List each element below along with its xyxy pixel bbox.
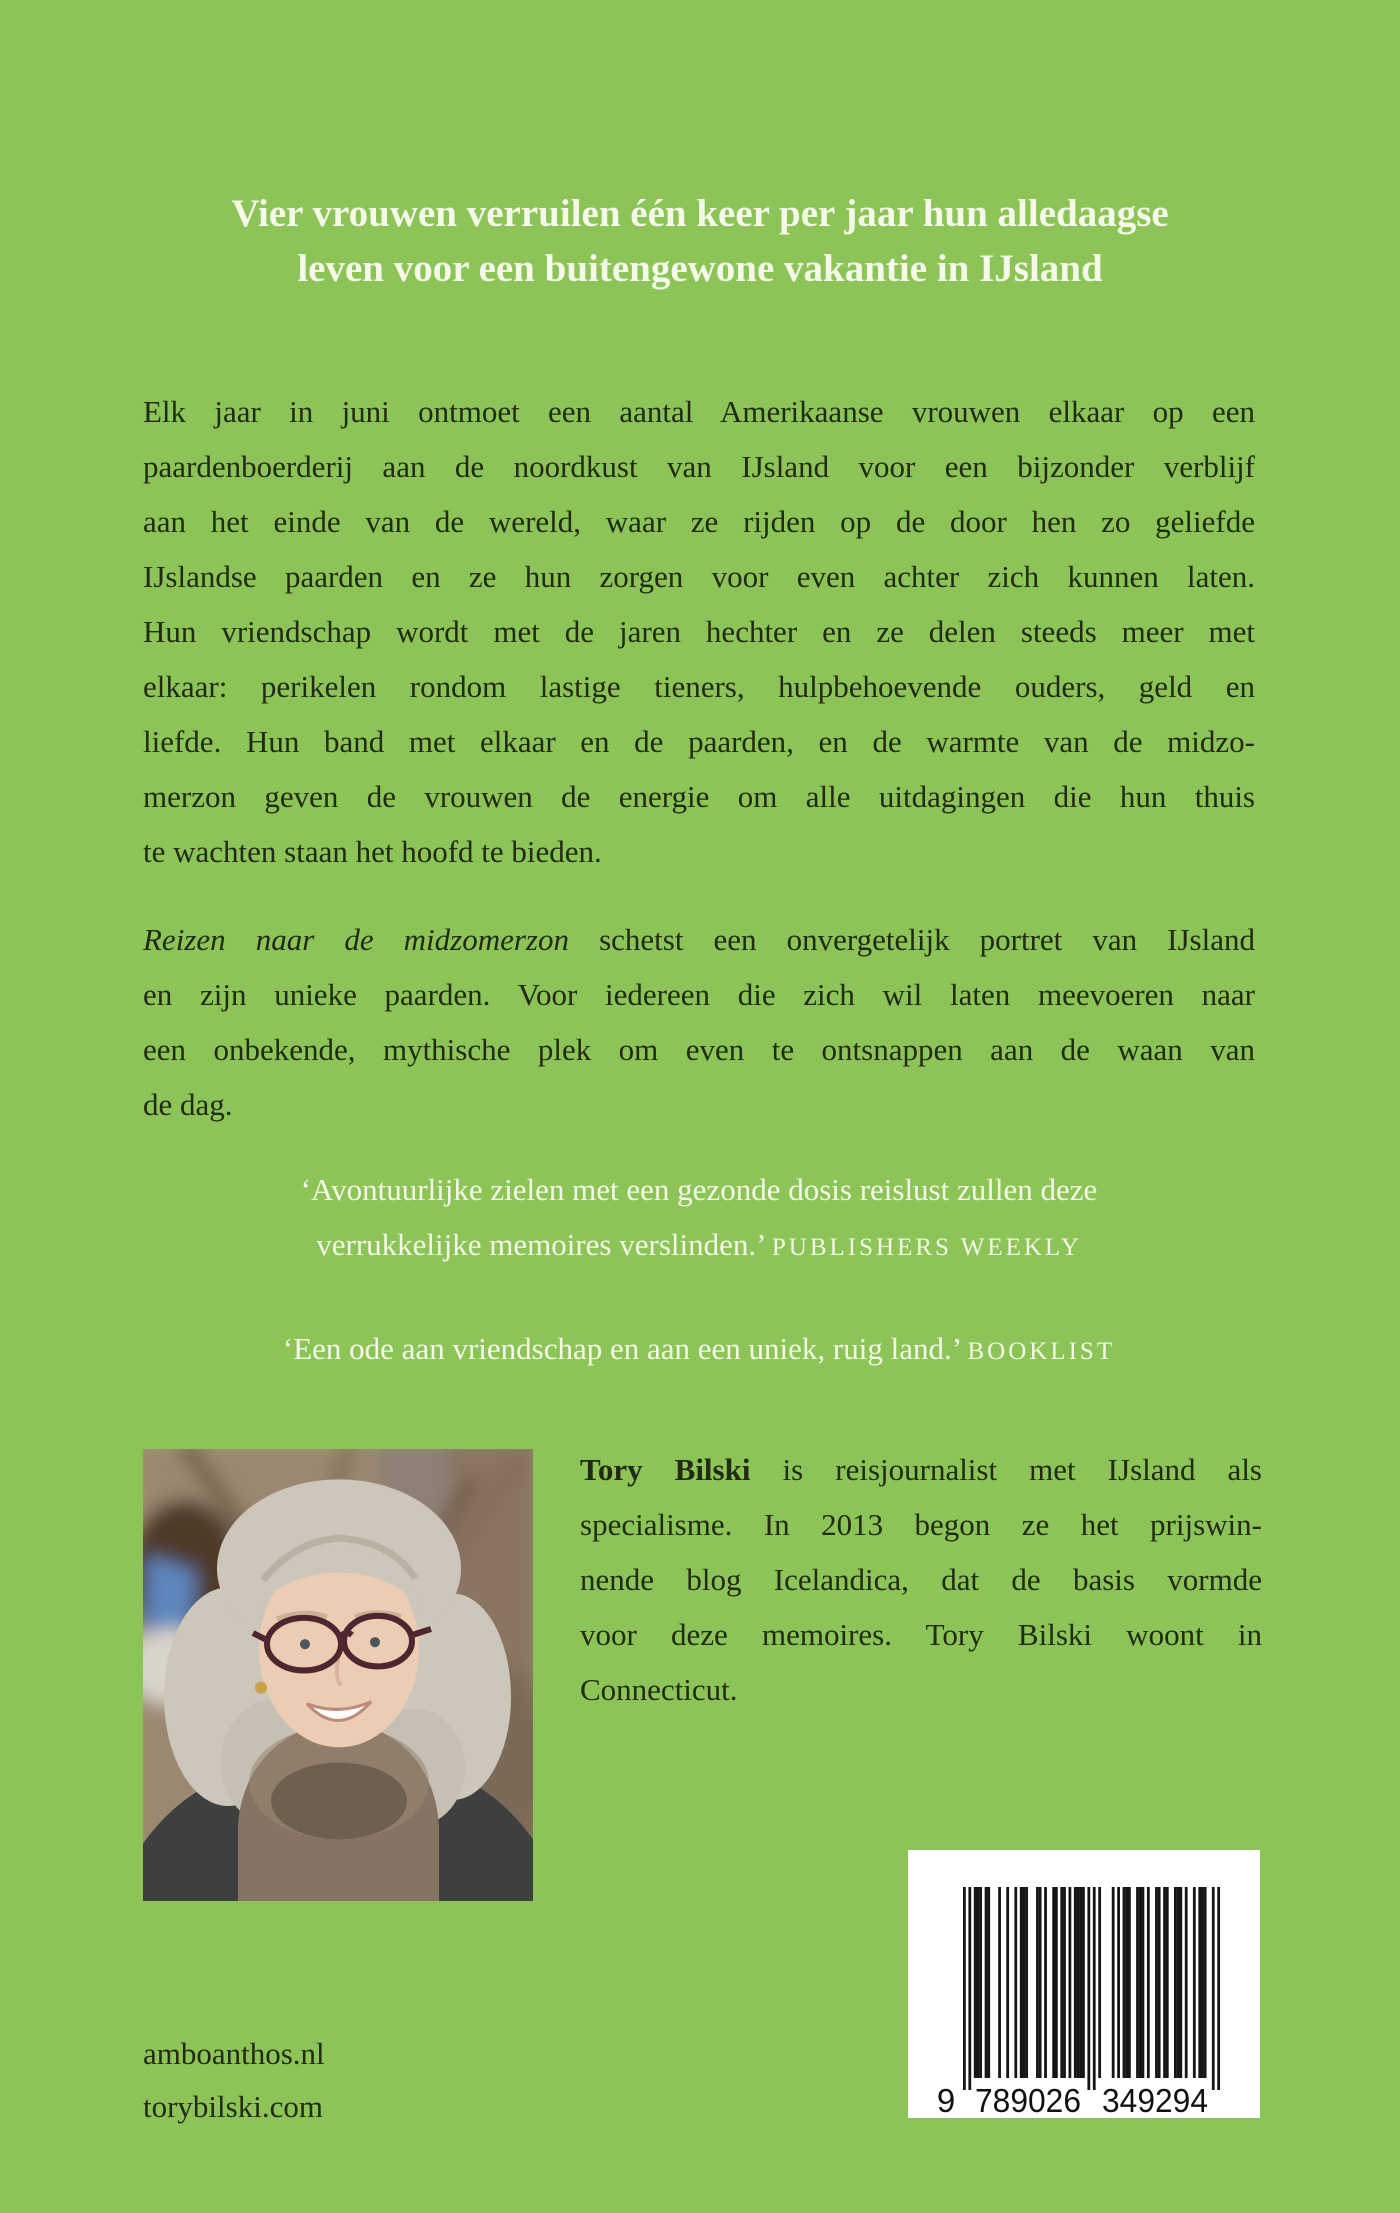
barcode-bar xyxy=(1023,1887,1026,2078)
bio-line5: Connecticut. xyxy=(580,1672,738,1707)
barcode-bar xyxy=(1185,1887,1188,2078)
barcode-bar xyxy=(1087,1887,1090,2090)
barcode-bar xyxy=(1079,1887,1082,2078)
barcode-bar xyxy=(1069,1887,1072,2078)
synopsis-line: te wachten staan het hoofd te bieden. xyxy=(143,834,602,869)
review-quote-publishers-weekly xyxy=(143,1162,1255,1272)
barcode-bar xyxy=(1014,1887,1017,2078)
barcode-bar xyxy=(998,1887,1001,2078)
barcode-bar xyxy=(1177,1887,1180,2078)
quote1-source: PUBLISHERS WEEKLY xyxy=(771,1234,1082,1261)
barcode-bar xyxy=(1139,1887,1142,2078)
quote2-line xyxy=(143,1321,1255,1376)
barcode-bar xyxy=(1006,1887,1009,2078)
synopsis-line: Elk jaar in juni ontmoet een aantal Amerikaanse vrouwen elkaar op een xyxy=(143,394,1255,429)
barcode-bar xyxy=(1063,1887,1066,2078)
review-quote-booklist xyxy=(143,1321,1255,1376)
barcode-bar xyxy=(1163,1887,1166,2078)
barcode-bar xyxy=(979,1887,982,2078)
barcode-bar xyxy=(1201,1887,1204,2078)
barcode-bar xyxy=(1179,1887,1182,2078)
barcode-bar xyxy=(1123,1887,1126,2078)
barcode-bar xyxy=(1093,1887,1096,2090)
barcode-bar xyxy=(1077,1887,1080,2078)
synopsis-line: IJslandse paarden en ze hun zorgen voor even achter zich kunnen laten. xyxy=(143,559,1255,594)
barcode-bar xyxy=(1052,1887,1055,2078)
barcode-bar xyxy=(1155,1887,1158,2078)
barcode-bar xyxy=(1193,1887,1196,2078)
barcode-bar xyxy=(1198,1887,1201,2078)
barcode-bar xyxy=(1166,1887,1169,2078)
quote1-line2-text: verrukkelijke memoires verslinden.’ xyxy=(316,1227,772,1262)
barcode-bar xyxy=(1217,1887,1220,2090)
barcode-bar xyxy=(1074,1887,1077,2078)
synopsis-line: merzon geven de vrouwen de energie om alle uitdagingen die hun thuis xyxy=(143,779,1255,814)
bio-line1-rest: is reisjournalist met IJsland als xyxy=(750,1452,1262,1487)
quote1-line2 xyxy=(143,1217,1255,1272)
synopsis-paragraph-2 xyxy=(143,912,1255,1132)
barcode-bar xyxy=(1098,1887,1101,2078)
synopsis2-line1 xyxy=(143,912,1255,967)
author-website: torybilski.com xyxy=(143,2089,323,2124)
synopsis2-line3: een onbekende, mythische plek om even te ontsnappen aan de waan van xyxy=(143,1032,1255,1067)
barcode-bar xyxy=(1125,1887,1128,2078)
barcode-bar xyxy=(1060,1887,1063,2078)
quote1-line1: ‘Avontuurlijke zielen met een gezonde dosis reislust zullen deze xyxy=(300,1172,1098,1207)
barcode-digits-group2: 349294 xyxy=(1102,2082,1208,2118)
synopsis-line: liefde. Hun band met elkaar en de paarden, en de warmte van de midzo- xyxy=(143,724,1255,759)
barcode-bar xyxy=(1158,1887,1161,2078)
barcode-bar xyxy=(1117,1887,1120,2078)
barcode-bar xyxy=(974,1887,977,2078)
barcode-bar xyxy=(1212,1887,1215,2090)
barcode-bar xyxy=(1112,1887,1115,2078)
barcode-bar xyxy=(1082,1887,1085,2078)
quote2-source: BOOKLIST xyxy=(967,1338,1116,1365)
synopsis-paragraph-1 xyxy=(143,384,1255,879)
barcode-bar xyxy=(968,1887,971,2090)
barcode-bar xyxy=(1039,1887,1042,2078)
headline-line2: leven voor een buitengewone vakantie in IJsland xyxy=(297,247,1103,290)
headline-line1: Vier vrouwen verruilen één keer per jaar hun alledaagse xyxy=(231,192,1169,235)
barcode-digits-group1: 789026 xyxy=(975,2082,1081,2118)
barcode-bar xyxy=(1128,1887,1131,2078)
barcode-bar xyxy=(985,1887,988,2078)
synopsis-line: Hun vriendschap wordt met de jaren hechter en ze delen steeds meer met xyxy=(143,614,1255,649)
barcode-bar xyxy=(1044,1887,1047,2078)
barcode-bar xyxy=(1142,1887,1145,2078)
barcode-bar xyxy=(1136,1887,1139,2078)
barcode-bar xyxy=(987,1887,990,2078)
barcode-bar xyxy=(1174,1887,1177,2078)
barcode-bar xyxy=(1147,1887,1150,2078)
barcode-bar xyxy=(1055,1887,1058,2078)
synopsis-line: paardenboerderij aan de noordkust van IJsland voor een bijzonder verblijf xyxy=(143,449,1255,484)
quote2-text: ‘Een ode aan vriendschap en aan een uniek, ruig land.’ xyxy=(282,1331,968,1366)
author-name: Tory Bilski xyxy=(580,1452,751,1487)
barcode-bar xyxy=(1020,1887,1023,2078)
websites xyxy=(143,2027,325,2133)
bio-line4: voor deze memoires. Tory Bilski woont in xyxy=(580,1617,1262,1652)
isbn-barcode xyxy=(908,1850,1260,2118)
synopsis-line: aan het einde van de wereld, waar ze rijden op de door hen zo geliefde xyxy=(143,504,1255,539)
barcode-bar xyxy=(963,1887,966,2090)
synopsis2-line1-rest: schetst een onvergetelijk portret van IJsland xyxy=(569,922,1255,957)
barcode-bar xyxy=(1036,1887,1039,2078)
barcode-bar xyxy=(1204,1887,1207,2078)
barcode-bar xyxy=(977,1887,980,2078)
synopsis2-line2: en zijn unieke paarden. Voor iedereen die zich wil laten meevoeren naar xyxy=(143,977,1255,1012)
bio-line1 xyxy=(580,1442,1262,1497)
bio-line2: specialisme. In 2013 begon ze het prijswin- xyxy=(580,1507,1262,1542)
barcode-bar xyxy=(1025,1887,1028,2078)
author-bio xyxy=(580,1442,1262,1717)
publisher-website: amboanthos.nl xyxy=(143,2036,325,2071)
book-title-italic: Reizen naar de midzomerzon xyxy=(143,922,569,957)
bio-line3: nende blog Icelandica, dat de basis vormde xyxy=(580,1562,1262,1597)
synopsis-line: elkaar: perikelen rondom lastige tieners, hulpbehoevende ouders, geld en xyxy=(143,669,1255,704)
headline xyxy=(0,186,1400,296)
synopsis2-line4: de dag. xyxy=(143,1087,233,1122)
barcode-digit-prefix: 9 xyxy=(936,2082,956,2118)
author-photo xyxy=(143,1449,533,1901)
